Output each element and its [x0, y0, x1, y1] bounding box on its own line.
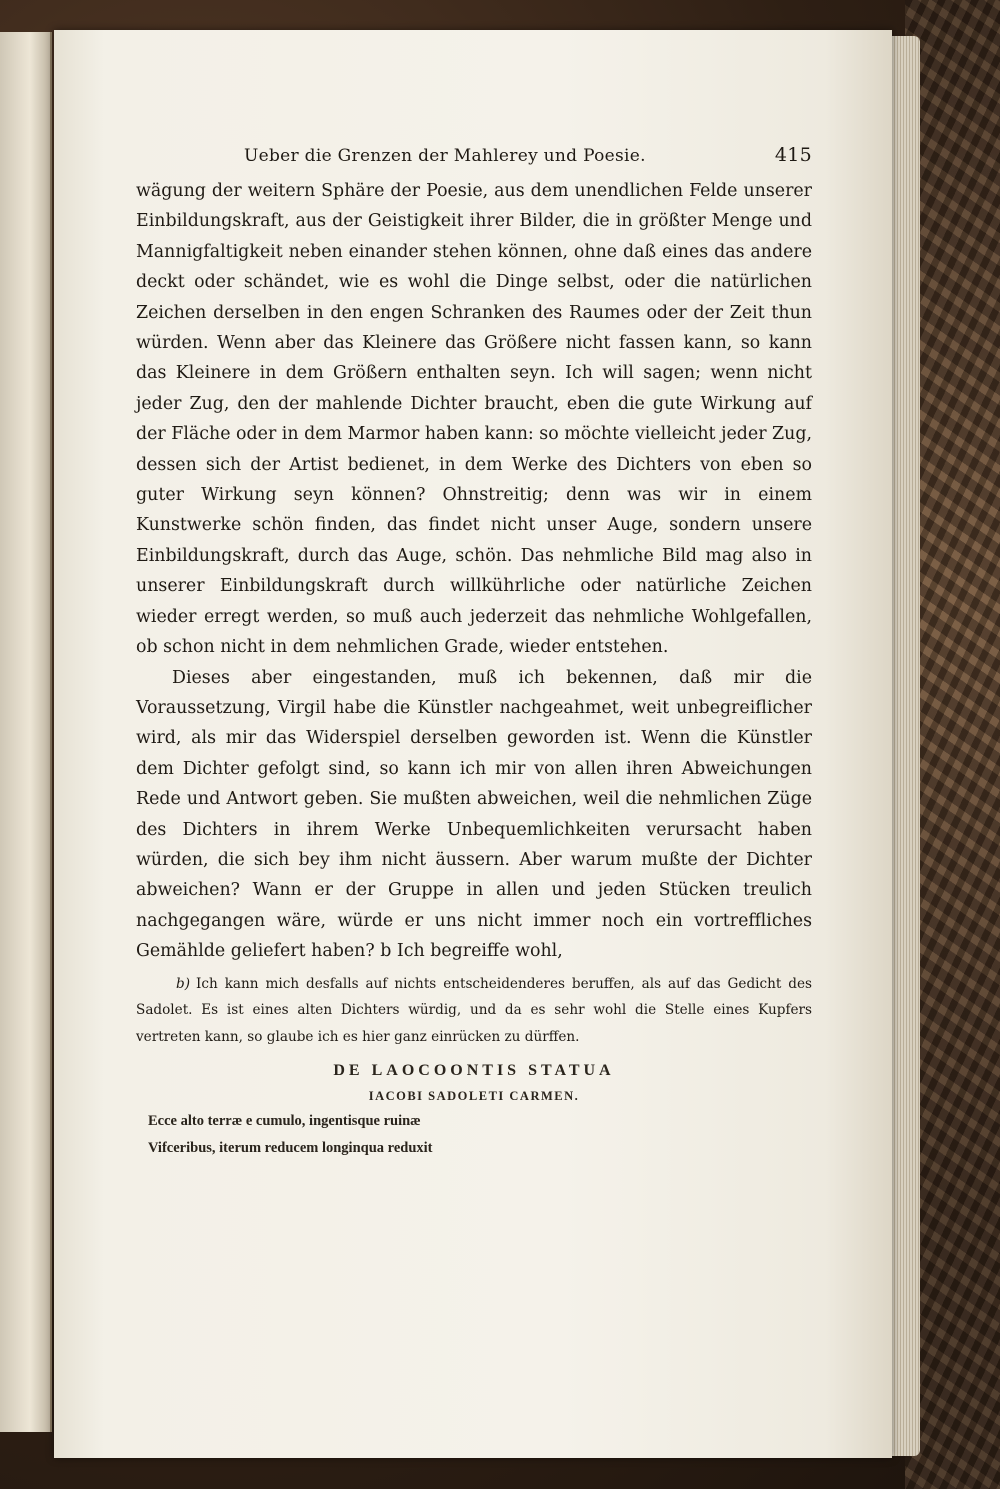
paragraph: Dieses aber eingestanden, muß ich bekennen, daß mir die Voraussetzung, Virgil habe die Künstler nachgeahmet, weit unbegreiflicher wird, als mir das Widerspiel derselben geworden ist. Wenn die Künstler dem Dichter gefolgt sind, so kann ich mir von allen ihren Abweichungen Rede und Antwort geben. Sie mußten abweichen, weil die nehmlichen Züge des Dichters in ihrem Werke Unbequemlichkeiten verursacht haben würden, die sich bey ihm nicht äussern. Aber warum mußte der Dichter abweichen? Wann er der Gruppe in allen und jeden Stücken treulich nachgegangen wäre, würde er uns nicht immer noch ein vortreffliches Gemählde geliefert haben? b Ich begreiffe wohl, — [136, 667, 812, 962]
footnote-text: Ich kann mich desfalls auf nichts entscheidenderes beruffen, als auf das Gedicht des Sadolet. Es ist eines alten Dichters würdig, und da es sehr wohl die Stelle eines Kupfers vertreten kann, so glaube ich es hier ganz einrücken zu dürffen. — [136, 975, 812, 1045]
poem-title: DE LAOCOONTIS STATUA — [333, 1062, 615, 1080]
body-text — [136, 176, 812, 967]
footnote-mark: b) — [176, 975, 191, 992]
running-head-title: Ueber die Grenzen der Mahlerey und Poesie. — [244, 146, 646, 166]
running-head — [136, 142, 812, 176]
poem-line: Ecce alto terræ e cumulo, ingentisque ruinæ — [148, 1113, 421, 1130]
poem-line: Vifceribus, iterum reducem longinqua reduxit — [148, 1140, 433, 1157]
facing-page-edge — [0, 32, 52, 1432]
footnote — [136, 971, 812, 1051]
text-block — [136, 142, 812, 1162]
book-page — [54, 30, 892, 1458]
page-number: 415 — [774, 144, 812, 166]
paragraph: wägung der weitern Sphäre der Poesie, aus dem unendlichen Felde unserer Einbildungskraft, aus der Geistigkeit ihrer Bilder, die in größter Menge und Mannigfaltigkeit neben einander stehen können, ohne daß eines das andere deckt oder schändet, wie es wohl die Dinge selbst, oder die natürlichen Zeichen derselben in den engen Schranken des Raumes oder der Zeit thun würden. Wenn aber das Kleinere das Größere nicht fassen kann, so kann das Kleinere in dem Größern enthalten seyn. Ich will sagen; wenn nicht jeder Zug, den der mahlende Dichter braucht, eben die gute Wirkung auf der Fläche oder in dem Marmor haben kann: so möchte vielleicht jeder Zug, dessen sich der Artist bedienet, in dem Werke des Dichters von eben so guter Wirkung seyn können? Ohnstreitig; denn was wir in einem Kunstwerke schön finden, das findet nicht unser Auge, sondern unsere Einbildungskraft, durch das Auge, schön. Das nehmliche Bild mag also in unserer Einbildungskraft durch willkührliche oder natürliche Zeichen wieder erregt werden, so muß auch jederzeit das nehmliche Wohlgefallen, ob schon nicht in dem nehmlichen Grade, wieder entstehen. — [136, 181, 812, 658]
poem-subtitle: IACOBI SADOLETI CARMEN. — [368, 1089, 580, 1104]
